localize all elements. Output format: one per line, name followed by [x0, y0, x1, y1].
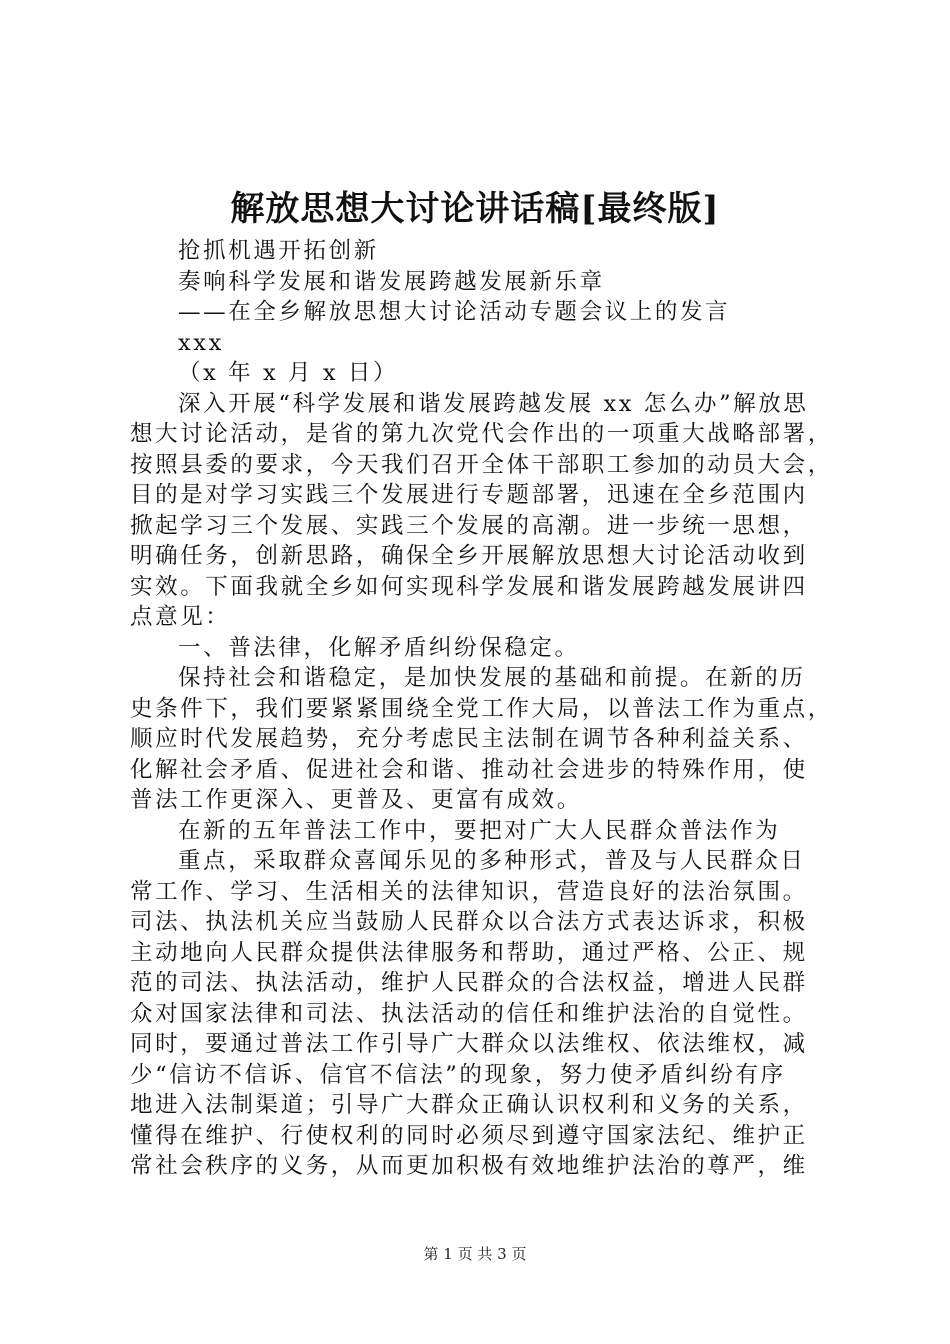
body-line: 常社会秩序的义务，从而更加积极有效地维护法治的尊严，维	[130, 1153, 808, 1179]
body-line: 懂得在维护、行使权利的同时必须尽到遵守国家法纪、维护正	[130, 1122, 808, 1149]
body-line: 掀起学习三个发展、实践三个发展的高潮。进一步统一思想，	[130, 512, 808, 539]
body-line: 抢抓机遇开拓创新	[178, 238, 379, 264]
body-line: 目的是对学习实践三个发展进行专题部署，迅速在全乡范围内	[130, 482, 808, 508]
body-line: 众对国家法律和司法、执法活动的信任和维护法治的自觉性。	[130, 1000, 808, 1027]
body-line: 范的司法、执法活动，维护人民群众的合法权益，增进人民群	[130, 970, 808, 996]
body-line: 司法、执法机关应当鼓励人民群众以合法方式表达诉求，积极	[130, 909, 808, 935]
body-line: 想大讨论活动，是省的第九次党代会作出的一项重大战略部署，	[130, 421, 833, 447]
body-line: 普法工作更深入、更普及、更富有成效。	[130, 787, 582, 813]
body-line: 同时，要通过普法工作引导广大群众以法维权、依法维权，减	[130, 1031, 808, 1057]
body-line: 在新的五年普法工作中，要把对广大人民群众普法作为	[178, 817, 781, 844]
body-line: 实效。下面我就全乡如何实现科学发展和谐发展跨越发展讲四	[130, 573, 808, 600]
body-line: 奏响科学发展和谐发展跨越发展新乐章	[178, 268, 605, 295]
body-line: 史条件下，我们要紧紧围绕全党工作大局，以普法工作为重点，	[130, 695, 833, 722]
document-title: 解放思想大讨论讲话稿[最终版]	[230, 189, 720, 229]
body-line: 明确任务，创新思路，确保全乡开展解放思想大讨论活动收到	[130, 543, 808, 569]
body-line: 深入开展“科学发展和谐发展跨越发展 xx 怎么办”解放思	[178, 390, 809, 417]
page-footer: 第 1 页 共 3 页	[423, 1245, 527, 1263]
body-line: 保持社会和谐稳定，是加快发展的基础和前提。在新的历	[178, 665, 806, 691]
body-line: 地进入法制渠道；引导广大群众正确认识权利和义务的关系，	[130, 1092, 808, 1118]
body-line: ——在全乡解放思想大讨论活动专题会议上的发言	[178, 299, 731, 325]
body-line: 常工作、学习、生活相关的法律知识，营造良好的法治氛围。	[130, 878, 808, 905]
document-body	[130, 236, 833, 1182]
body-line: 按照县委的要求，今天我们召开全体干部职工参加的动员大会，	[130, 451, 833, 478]
body-line: 主动地向人民群众提供法律服务和帮助，通过严格、公正、规	[130, 939, 808, 966]
body-line: 点意见：	[130, 604, 231, 630]
body-line: xxx	[178, 329, 224, 356]
body-line: （x 年 x 月 x 日）	[178, 360, 399, 386]
body-line: 顺应时代发展趋势，充分考虑民主法制在调节各种利益关系、	[130, 726, 808, 752]
body-line: 少“信访不信诉、信官不信法”的现象，努力使矛盾纠纷有序	[130, 1061, 786, 1088]
body-line: 一、普法律，化解矛盾纠纷保稳定。	[178, 634, 580, 661]
body-line: 重点，采取群众喜闻乐见的多种形式，普及与人民群众日	[178, 848, 806, 874]
body-line: 化解社会矛盾、促进社会和谐、推动社会进步的特殊作用，使	[130, 756, 808, 783]
